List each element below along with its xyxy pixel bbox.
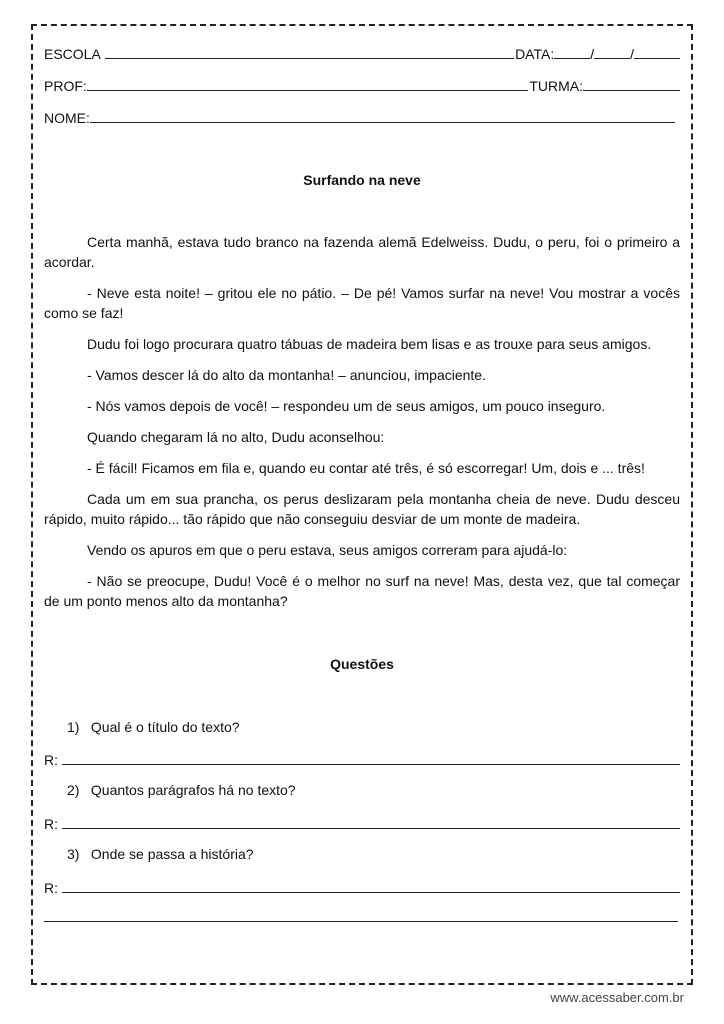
name-label: NOME: <box>44 110 90 126</box>
story-text <box>44 232 680 622</box>
name-field[interactable] <box>90 120 675 123</box>
answer-label: R: <box>44 880 58 896</box>
date-separator: / <box>590 46 595 62</box>
school-date-line <box>44 42 680 62</box>
class-field[interactable] <box>583 88 680 91</box>
footer-website: www.acessaber.com.br <box>550 990 684 1005</box>
answer-field-3-continuation[interactable] <box>44 921 678 922</box>
date-label: DATA: <box>515 46 555 62</box>
answer-label: R: <box>44 816 58 832</box>
question-3 <box>67 846 254 862</box>
question-text: Onde se passa a história? <box>90 846 254 862</box>
story-title: Surfando na neve <box>303 172 421 188</box>
story-paragraph: - Não se preocupe, Dudu! Você é o melhor no surf na neve! Mas, desta vez, que tal começar de um ponto menos alto da montanha? <box>44 573 680 609</box>
date-day-field[interactable] <box>554 56 590 59</box>
date-year-field[interactable] <box>634 56 680 59</box>
class-label: TURMA: <box>529 78 583 94</box>
story-paragraph: Dudu foi logo procurara quatro tábuas de madeira bem lisas e as trouxe para seus amigos. <box>87 336 652 352</box>
story-paragraph: Certa manhã, estava tudo branco na fazenda alemã Edelweiss. Dudu, o peru, foi o primeiro a acordar. <box>44 234 680 270</box>
teacher-class-line <box>44 74 680 94</box>
question-number: 2) <box>67 782 80 798</box>
story-paragraph: Cada um em sua prancha, os perus deslizaram pela montanha cheia de neve. Dudu desceu rápido, muito rápido... tão rápido que não conseguiu desviar de um monte de madeira. <box>44 491 680 527</box>
question-text: Qual é o título do texto? <box>90 719 240 735</box>
story-paragraph: Quando chegaram lá no alto, Dudu aconselhou: <box>87 429 385 445</box>
story-paragraph: - É fácil! Ficamos em fila e, quando eu contar até três, é só escorregar! Um, dois e ... três! <box>87 460 645 476</box>
question-text: Quantos parágrafos há no texto? <box>90 782 296 798</box>
answer-field-1[interactable] <box>62 762 680 765</box>
school-label: ESCOLA <box>44 46 101 62</box>
teacher-field[interactable] <box>87 88 529 91</box>
teacher-label: PROF: <box>44 78 87 94</box>
answer-line-2 <box>44 812 680 832</box>
date-month-field[interactable] <box>594 56 630 59</box>
question-1 <box>67 719 240 735</box>
school-field[interactable] <box>105 56 514 59</box>
story-paragraph: - Neve esta noite! – gritou ele no pátio. – De pé! Vamos surfar na neve! Vou mostrar a vocês como se faz! <box>44 285 680 321</box>
story-paragraph: - Vamos descer lá do alto da montanha! – anunciou, impaciente. <box>87 367 486 383</box>
story-paragraph: Vendo os apuros em que o peru estava, seus amigos correram para ajudá-lo: <box>87 542 568 558</box>
question-number: 3) <box>67 846 80 862</box>
answer-line-1 <box>44 748 680 768</box>
answer-line-3 <box>44 876 680 896</box>
answer-label: R: <box>44 752 58 768</box>
questions-title: Questões <box>330 656 394 672</box>
question-2 <box>67 782 296 798</box>
answer-field-2[interactable] <box>62 826 680 829</box>
story-paragraph: - Nós vamos depois de você! – respondeu um de seus amigos, um pouco inseguro. <box>87 398 606 414</box>
date-separator: / <box>630 46 634 62</box>
name-line <box>44 106 676 126</box>
question-number: 1) <box>67 719 80 735</box>
answer-field-3[interactable] <box>62 890 680 893</box>
